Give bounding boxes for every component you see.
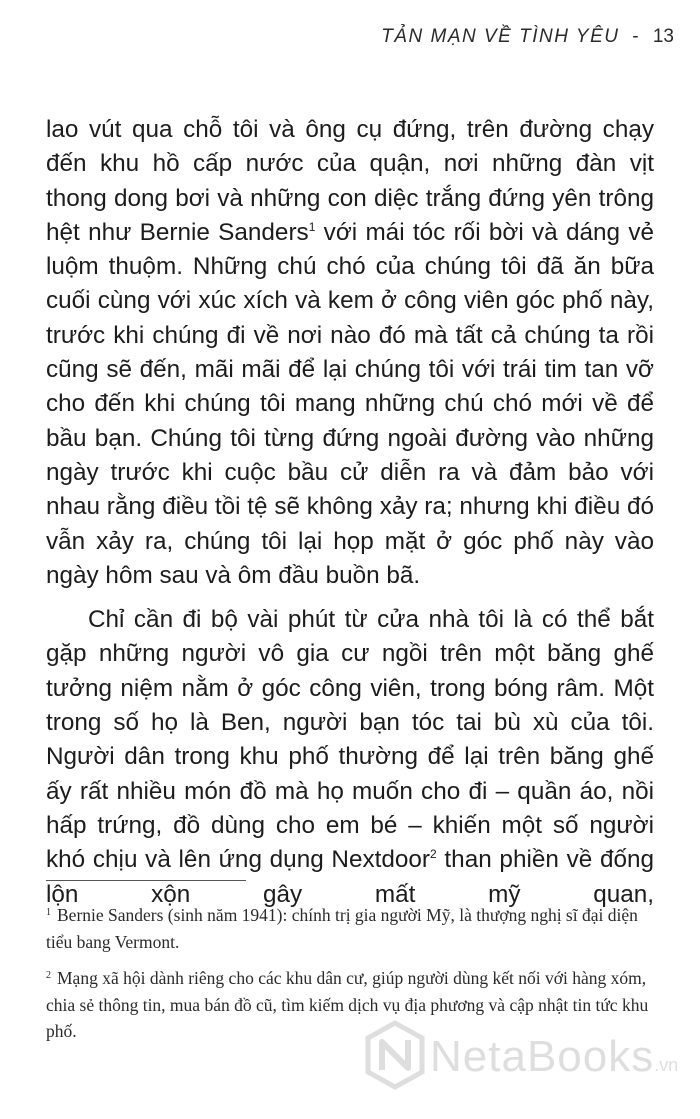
netabooks-logo-icon <box>364 1020 426 1090</box>
footnote-2-text: Mạng xã hội dành riêng cho các khu dân cư, giúp người dùng kết nối với hàng xóm, chia sẻ thông tin, mua bán đồ cũ, tìm kiếm dịch vụ địa phương và cập nhật tin tức khu phố. <box>46 968 649 1041</box>
watermark-brand: NetaBooks <box>430 1032 655 1081</box>
watermark-text <box>430 1032 678 1082</box>
running-header <box>60 26 674 48</box>
watermark-domain: .vn <box>654 1055 679 1075</box>
paragraph-1-text-b: với mái tóc rối bời và dáng vẻ luộm thuộm. Những chú chó của chúng tôi đã ăn bữa cuối cùng với xúc xích và kem ở công viên góc phố này, trước khi chúng đi về nơi nào đó mà tất cả chúng ta rồi cũng sẽ đến, mãi mãi để lại chúng tôi với trái tim tan vỡ cho đến khi chúng tôi mang những chú chó mới về để bầu bạn. Chúng tôi từng đứng ngoài đường vào những ngày trước khi cuộc bầu cử diễn ra và đảm bảo với nhau rằng điều tồi tệ sẽ không xảy ra; nhưng khi điều đó vẫn xảy ra, chúng tôi lại họp mặt ở góc phố này vào ngày hôm sau và ôm đầu buồn bã. <box>46 218 654 589</box>
paragraph-1-text-a: lao vút qua chỗ tôi và ông cụ đứng, trên đường chạy đến khu hồ cấp nước của quận, nơi những đàn vịt thong dong bơi và những con diệc trắng đứng yên trông hệt như Bernie Sanders <box>46 116 654 246</box>
footnote-ref-2: 2 <box>430 847 437 862</box>
footnote-2-number: 2 <box>46 970 51 981</box>
body-text <box>46 113 654 912</box>
paragraph-2-text-b: than phiền về đống lộn xộn gây mất mỹ quan, <box>46 846 655 908</box>
footnote-1 <box>46 902 656 955</box>
footnote-1-number: 1 <box>46 907 51 918</box>
paragraph-2 <box>46 603 654 912</box>
publisher-watermark <box>364 1020 694 1100</box>
footnote-divider <box>46 880 246 881</box>
chapter-title: TẢN MẠN VỀ TÌNH YÊU <box>381 26 620 47</box>
footnote-ref-1: 1 <box>308 219 316 234</box>
footnote-1-text: Bernie Sanders (sinh năm 1941): chính trị gia người Mỹ, là thượng nghị sĩ đại diện tiểu bang Vermont. <box>46 905 638 952</box>
page-number: 13 <box>652 26 674 47</box>
paragraph-2-text-a: Chỉ cần đi bộ vài phút từ cửa nhà tôi là có thể bắt gặp những người vô gia cư ngồi trên một băng ghế tưởng niệm nằm ở góc công viên, trong bóng râm. Một trong số họ là Ben, người bạn tóc tai bù xù của tôi. Người dân trong khu phố thường để lại trên băng ghế ấy rất nhiều món đồ mà họ muốn cho đi – quần áo, nồi hấp trứng, đồ dùng cho em bé – khiến một số người khó chịu và lên ứng dụng Nextdoor <box>46 606 654 874</box>
header-separator: - <box>632 26 641 47</box>
paragraph-1 <box>46 113 654 593</box>
